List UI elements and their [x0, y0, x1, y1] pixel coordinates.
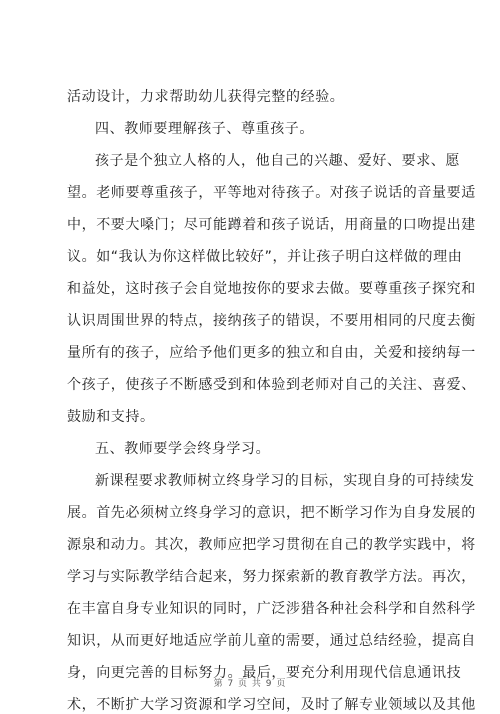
text-line: 术，不断扩大学习资源和学习空间，及时了解专业领域以及其他 — [67, 697, 476, 713]
section-heading: 四、教师要理解孩子、尊重孩子。 — [95, 121, 314, 137]
text-line: 身，向更完善的目标努力。最后，要充分利用现代信息通讯技 — [67, 665, 462, 681]
text-line: 展。首先必须树立终身学习的意识，把不断学习作为自身发展的 — [67, 505, 476, 521]
text-line: 议。如“我认为你这样做比较好”，并让孩子明白这样做的理由 — [67, 249, 463, 265]
text-line: 源泉和动力。其次，教师应把学习贯彻在自己的教学实践中，将 — [67, 537, 476, 553]
page-number-footer: 第 7 页 共 9 页 — [213, 679, 287, 689]
paragraph-first-line: 孩子是个独立人格的人，他自己的兴趣、爱好、要求、愿 — [95, 153, 460, 169]
text-line: 望。老师要尊重孩子，平等地对待孩子。对孩子说话的音量要适 — [67, 185, 476, 201]
text-line: 知识，从而更好地适应学前儿童的需要，通过总结经验，提高自 — [67, 633, 476, 649]
text-line: 中，不要大嗓门；尽可能蹲着和孩子说话，用商量的口吻提出建 — [67, 217, 476, 233]
text-line: 在丰富自身专业知识的同时，广泛涉猎各种社会科学和自然科学 — [67, 601, 476, 617]
section-heading: 五、教师要学会终身学习。 — [95, 441, 271, 457]
text-line: 认识周围世界的特点，接纳孩子的错误，不要用相同的尺度去衡 — [67, 313, 476, 329]
text-line: 个孩子，使孩子不断感受到和体验到老师对自己的关注、喜爱、 — [67, 377, 476, 393]
text-line: 学习与实际教学结合起来，努力探索新的教育教学方法。再次， — [67, 569, 476, 585]
text-line: 鼓励和支持。 — [67, 409, 155, 425]
text-line: 量所有的孩子，应给予他们更多的独立和自由，关爱和接纳每一 — [67, 345, 476, 361]
text-line: 和益处，这时孩子会自觉地按你的要求去做。要尊重孩子探究和 — [67, 281, 476, 297]
paragraph-first-line: 新课程要求教师树立终身学习的目标，实现自身的可持续发 — [95, 473, 475, 489]
text-line: 活动设计，力求帮助幼儿获得完整的经验。 — [67, 89, 345, 105]
